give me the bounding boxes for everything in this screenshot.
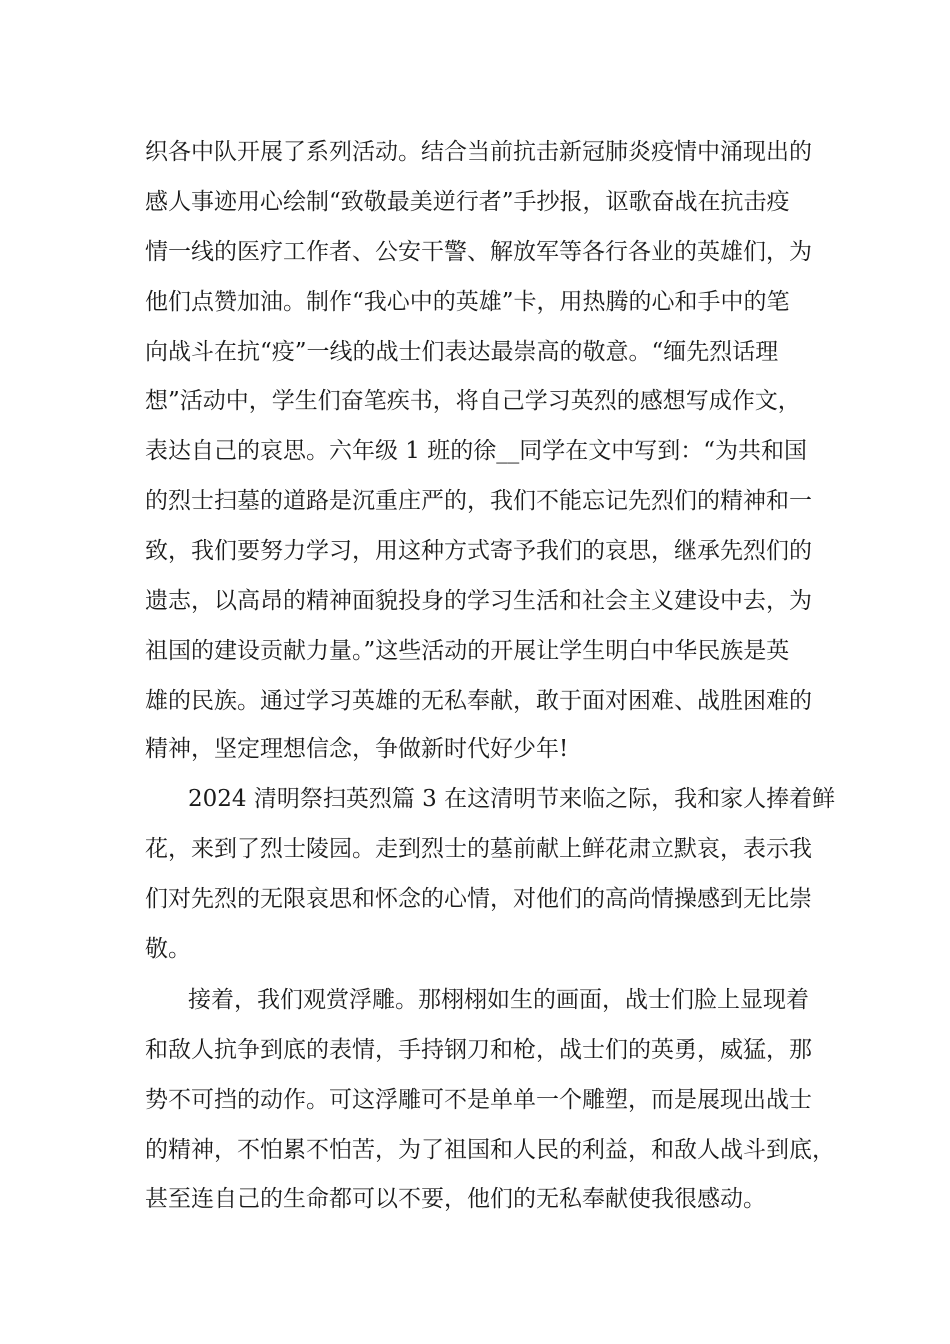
text-line: 雄的民族。通过学习英雄的无私奉献，敢于面对困难、战胜困难的 [145,688,812,714]
text-line: 情一线的医疗工作者、公安干警、解放军等各行各业的英雄们，为 [145,239,812,265]
paragraph-first-line: 2024 清明祭扫英烈篇 3 在这清明节来临之际，我和家人捧着鲜 [188,786,836,812]
text-line: 精神，坚定理想信念，争做新时代好少年! [145,736,569,762]
text-line: 致，我们要努力学习，用这种方式寄予我们的哀思，继承先烈们的 [145,538,812,564]
text-line: 向战斗在抗“疫”一线的战士们表达最崇高的敬意。“缅先烈话理 [145,339,779,365]
text-line: 祖国的建设贡献力量。”这些活动的开展让学生明白中华民族是英 [145,638,790,664]
text-line: 织各中队开展了系列活动。结合当前抗击新冠肺炎疫情中涌现出的 [145,139,812,165]
text-line: 的烈士扫墓的道路是沉重庄严的，我们不能忘记先烈们的精神和一 [145,488,812,514]
text-line: 的精神，不怕累不怕苦，为了祖国和人民的利益，和敌人战斗到底， [145,1137,835,1163]
text-line: 们对先烈的无限哀思和怀念的心情，对他们的高尚情操感到无比崇 [145,886,812,912]
text-line: 花，来到了烈士陵园。走到烈士的墓前献上鲜花肃立默哀，表示我 [145,836,812,862]
text-line: 甚至连自己的生命都可以不要，他们的无私奉献使我很感动。 [145,1186,766,1212]
paragraph-first-line: 接着，我们观赏浮雕。那栩栩如生的画面，战士们脸上显现着 [188,987,809,1013]
text-line: 表达自己的哀思。六年级 1 班的徐__同学在文中写到：“为共和国 [145,438,808,464]
text-line: 想”活动中，学生们奋笔疾书，将自己学习英烈的感想写成作文， [145,388,801,414]
text-line: 感人事迹用心绘制“致敬最美逆行者”手抄报，讴歌奋战在抗击疫 [145,189,790,215]
text-line: 势不可挡的动作。可这浮雕可不是单单一个雕塑，而是展现出战士 [145,1087,812,1113]
text-line: 他们点赞加油。制作“我心中的英雄”卡，用热腾的心和手中的笔 [145,289,790,315]
text-line: 和敌人抗争到底的表情，手持钢刀和枪，战士们的英勇，威猛，那 [145,1037,812,1063]
text-line: 敬。 [145,936,191,962]
text-line: 遗志，以高昂的精神面貌投身的学习生活和社会主义建设中去，为 [145,588,812,614]
